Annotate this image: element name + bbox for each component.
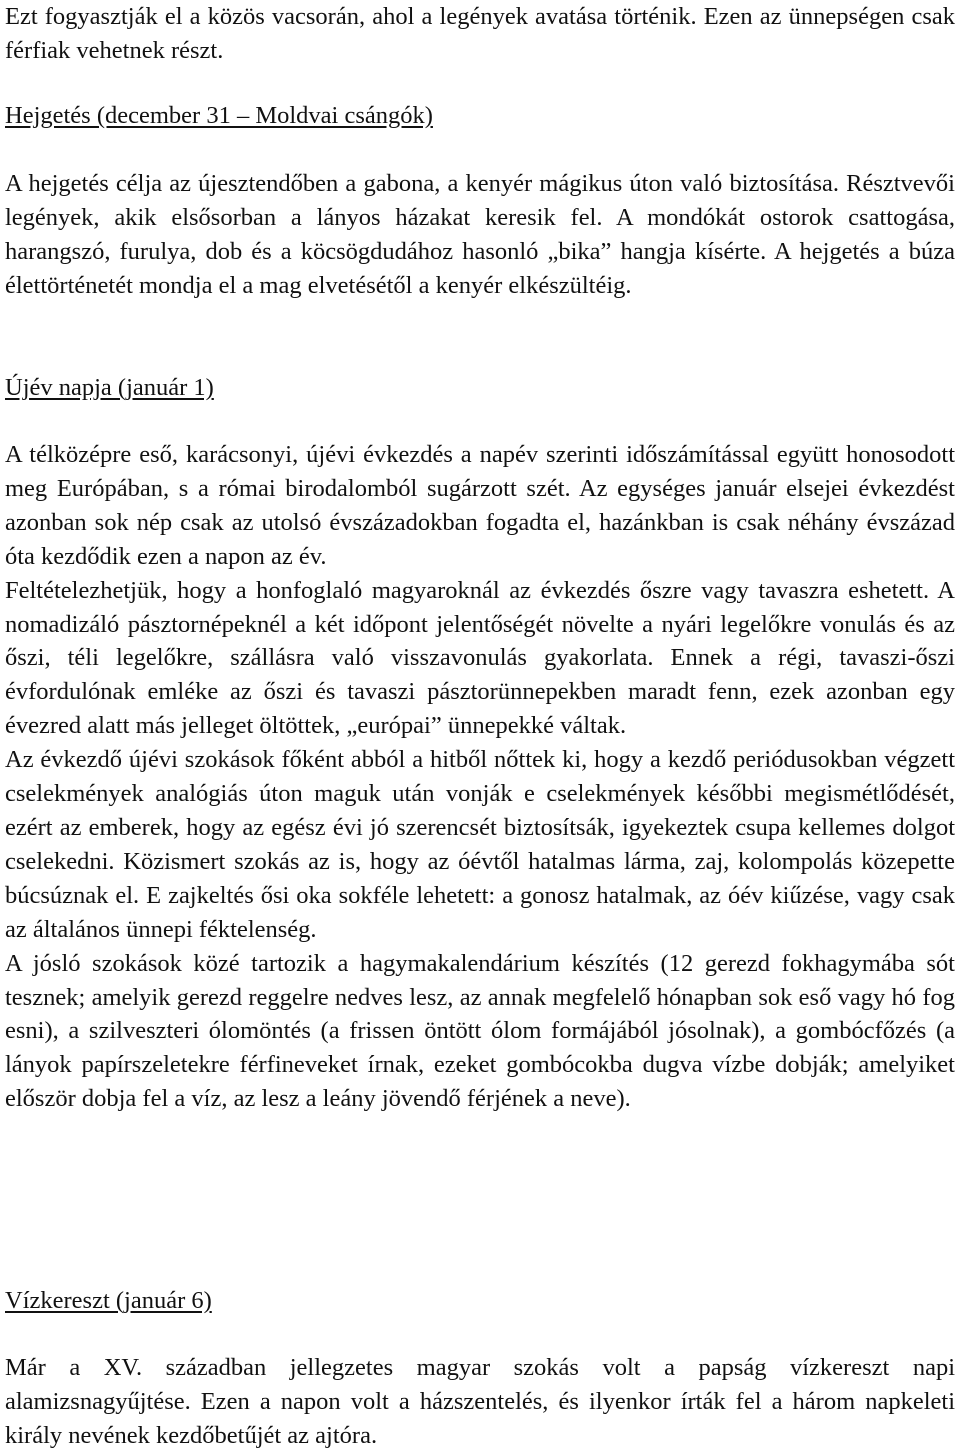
section-heading-ujev: Újév napja (január 1) [5, 374, 214, 401]
section-body-ujev [5, 438, 955, 1116]
section-body-vizkereszt [5, 1351, 955, 1453]
paragraph: Már a XV. században jellegzetes magyar szokás volt a papság vízkereszt napi alamizsnagyűjtése. Ezen a napon volt a házszentelés, és ilyenkor írták fel a három napkeleti király nevének kezdőbetűjét az ajtóra. [5, 1354, 955, 1449]
section-body-hejgetes [5, 167, 955, 303]
paragraph: Az évkezdő újévi szokások főként abból a hitből nőttek ki, hogy a kezdő periódusokban végzett cselekmények analógiás úton maguk után vonják e cselekmények későbbi megismétlődését, ezért az emberek, hogy az egész évi jó szerencsét biztosítsák, igyekeztek csupa kellemes dolgot cselekedni. Közismert szokás az is, hogy az óévtől hatalmas lárma, zaj, kolompolás közepette búcsúznak el. E zajkeltés ősi oka sokféle lehetett: a gonosz hatalmak, az óév kiűzése, vagy csak az általános ünnepi féktelenség. [5, 746, 955, 943]
paragraph: A jósló szokások közé tartozik a hagymakalendárium készítés (12 gerezd fokhagymába sót tesznek; amelyik gerezd reggelre nedves lesz, az annak megfelelő hónapban sok eső vagy hó fog esni), a szilveszteri ólomöntés (a frissen öntött ólom formájából jósolnak), a gombócfőzés (a lányok papírszeletekre férfineveket írnak, ezeket gombócokba dugva vízbe dobják; amelyiket először dobja fel a víz, az lesz a leány jövendő férjének a neve). [5, 949, 955, 1113]
section-heading-vizkereszt: Vízkereszt (január 6) [5, 1287, 212, 1314]
paragraph: A hejgetés célja az újesztendőben a gabona, a kenyér mágikus úton való biztosítása. Résztvevői legények, akik elsősorban a lányos házakat keresik fel. A mondókát ostorok csattogása, harangszó, furulya, dob és a köcsögdudához hasonló „bika” hangja kísérte. A hejgetés a búza élettörténetét mondja el a mag elvetésétől a kenyér elkészültéig. [5, 170, 955, 299]
intro-text [5, 0, 955, 68]
intro-paragraph: Ezt fogyasztják el a közös vacsorán, ahol a legények avatása történik. Ezen az ünnepségen csak férfiak vehetnek részt. [5, 3, 955, 64]
paragraph: A télközépre eső, karácsonyi, újévi évkezdés a napév szerinti időszámítással együtt honosodott meg Európában, s a római birodalomból sugárzott szét. Az egységes január elsejei évkezdést azonban sok nép csak az utolsó évszázadokban fogadta el, hazánkban is csak néhány évszázad óta kezdődik ezen a napon az év. [5, 441, 955, 570]
paragraph: Feltételezhetjük, hogy a honfoglaló magyaroknál az évkezdés őszre vagy tavaszra eshetett. A nomadizáló pásztornépeknél a két időpont jelentőségét növelte a nyári legelőkre vonulás és az őszi, téli legelőkre, szállásra való visszavonulás gyakorlata. Ennek a régi, tavaszi-őszi évfordulónak emléke az őszi és tavaszi pásztorünnepekben maradt fenn, ezek azonban egy évezred alatt más jelleget öltöttek, „európai” ünnepekké váltak. [5, 576, 955, 740]
section-heading-hejgetes: Hejgetés (december 31 – Moldvai csángók) [5, 102, 433, 129]
